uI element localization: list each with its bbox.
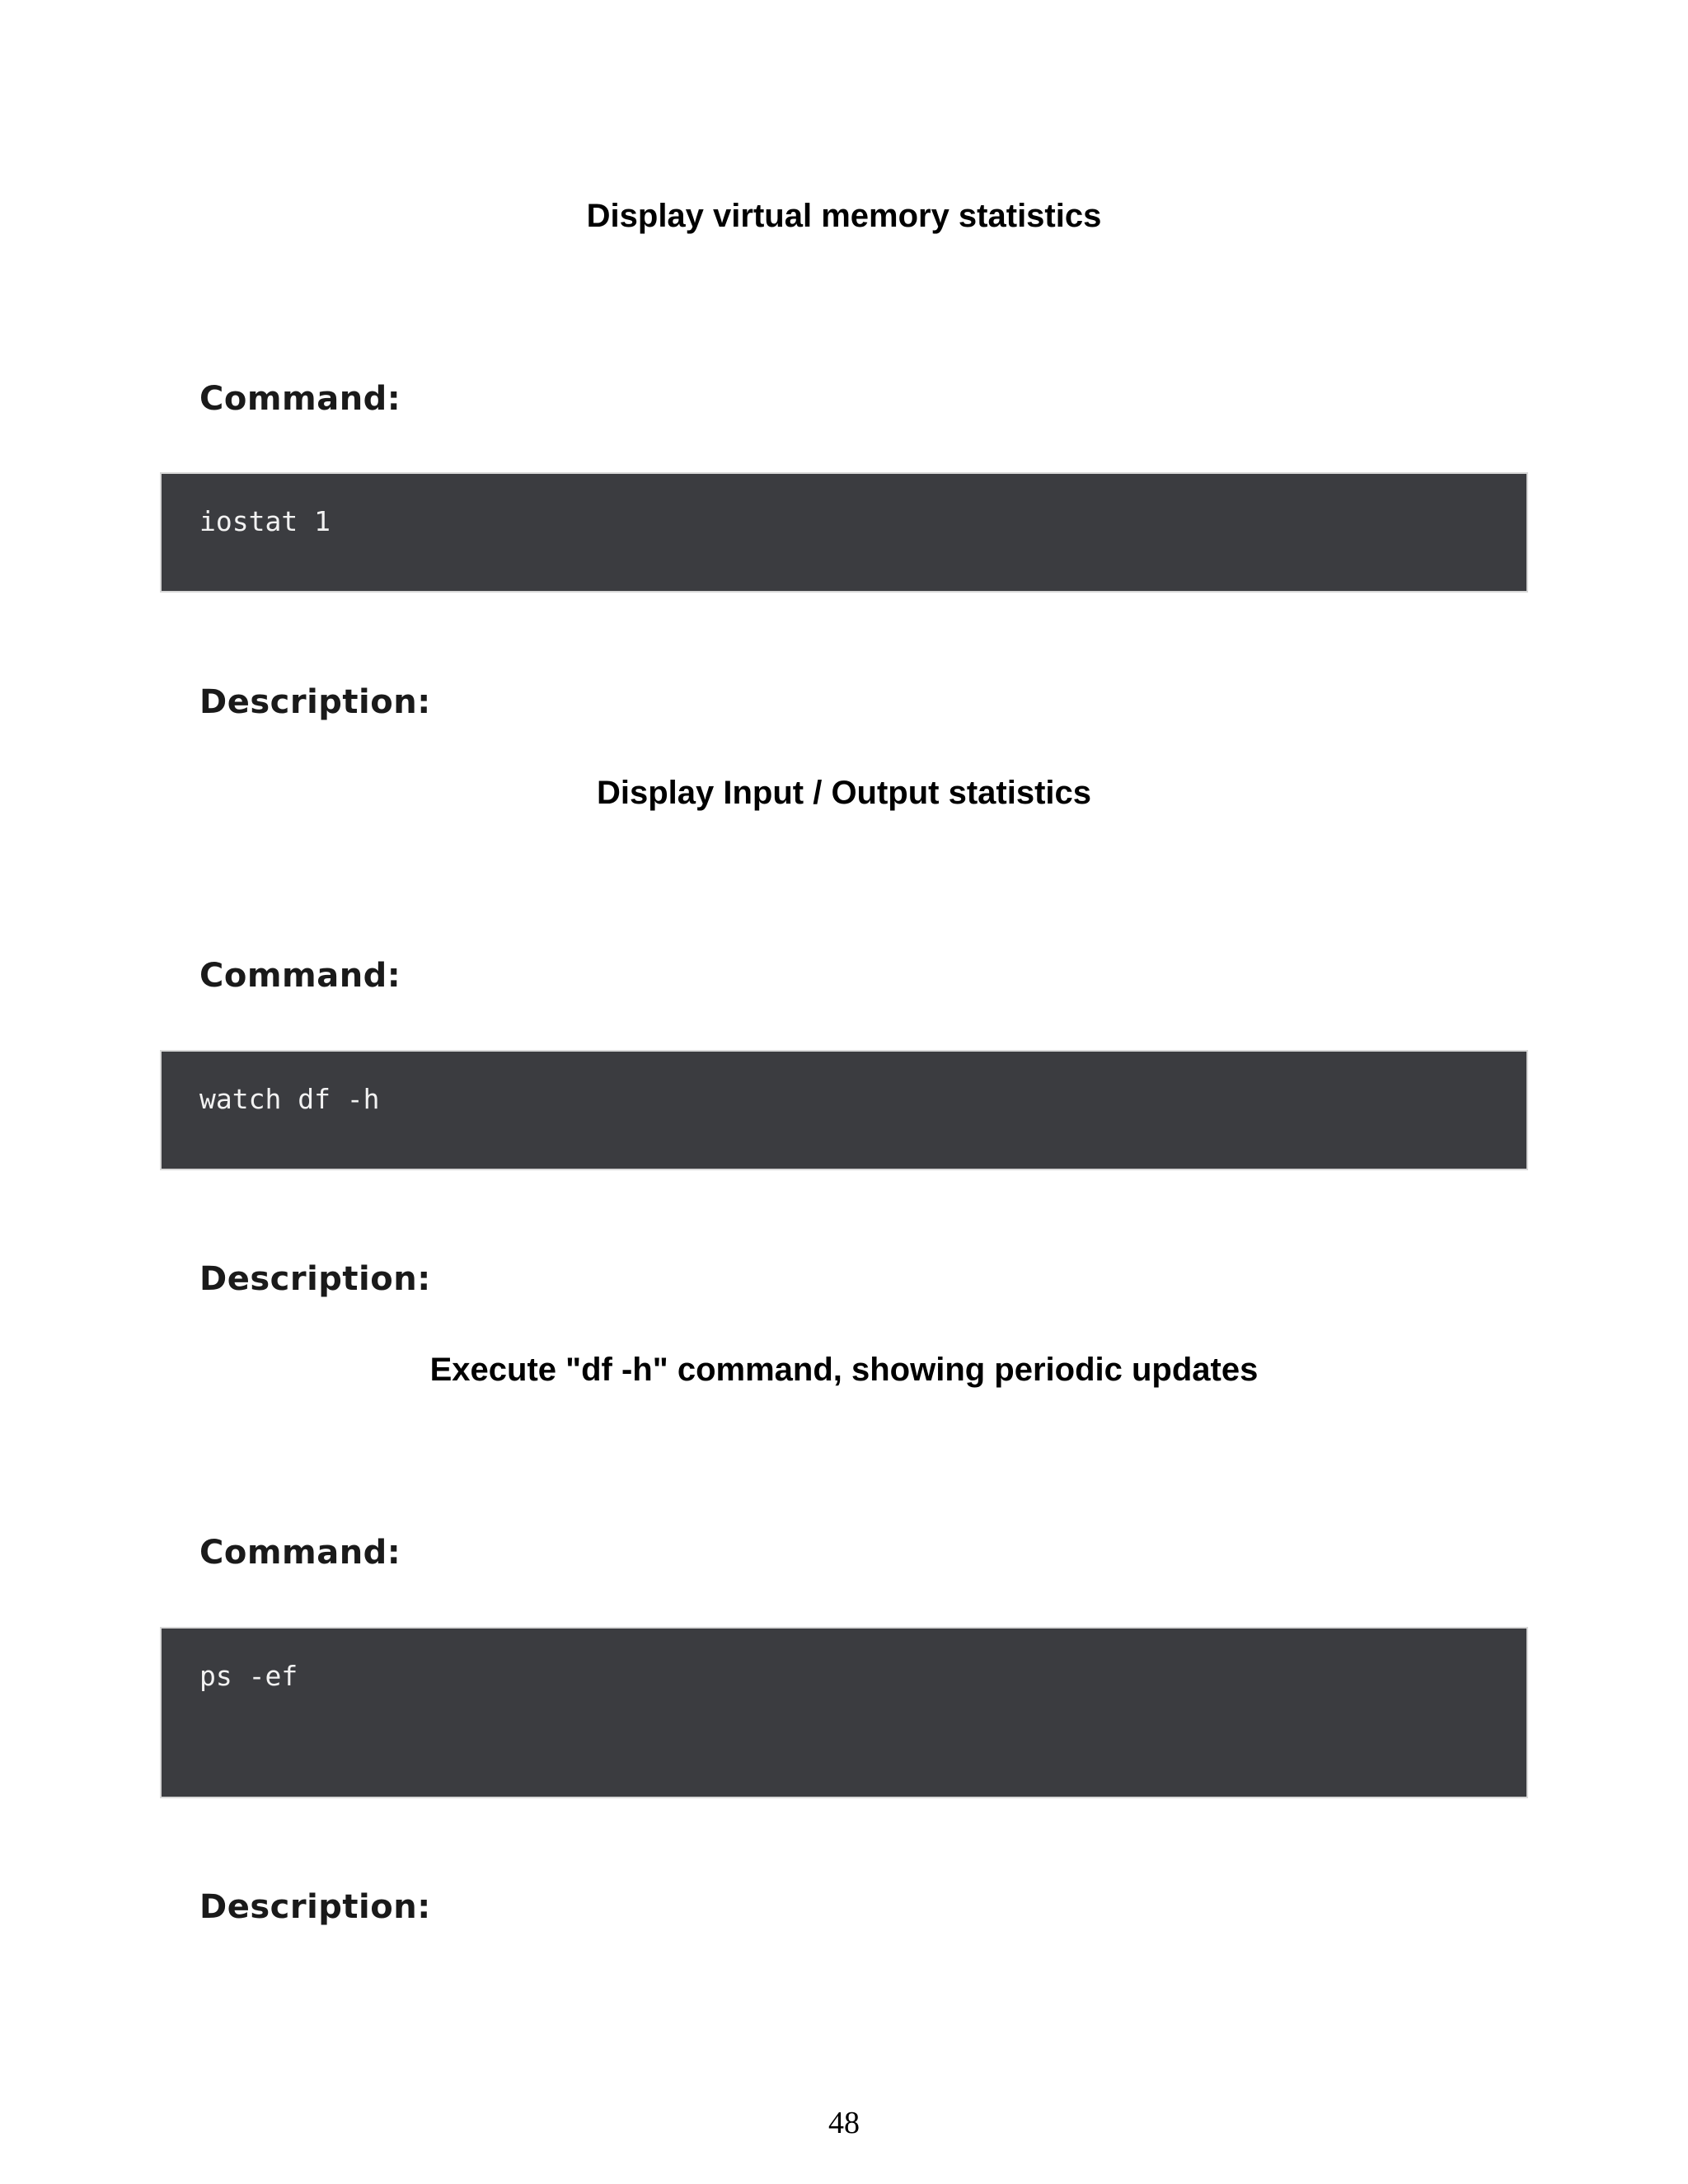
command-text[interactable]: iostat 1	[199, 505, 331, 537]
command-text[interactable]: watch df -h	[199, 1083, 380, 1115]
code-block[interactable]	[160, 1050, 1528, 1170]
description-text: Display Input / Output statistics	[596, 775, 1092, 811]
description-label: Description:	[199, 683, 431, 721]
code-block[interactable]	[160, 472, 1528, 593]
description-label: Description:	[199, 1260, 431, 1298]
command-label: Command:	[199, 957, 401, 995]
command-label: Command:	[199, 1534, 401, 1572]
page-number: 48	[828, 2106, 860, 2140]
command-label: Command:	[199, 380, 401, 418]
command-text[interactable]: ps -ef	[199, 1660, 298, 1692]
description-text: Execute "df -h" command, showing periodic updates	[429, 1352, 1259, 1388]
description-label: Description:	[199, 1888, 431, 1926]
code-block[interactable]	[160, 1627, 1528, 1798]
previous-description-text: Display virtual memory statistics	[586, 198, 1102, 234]
